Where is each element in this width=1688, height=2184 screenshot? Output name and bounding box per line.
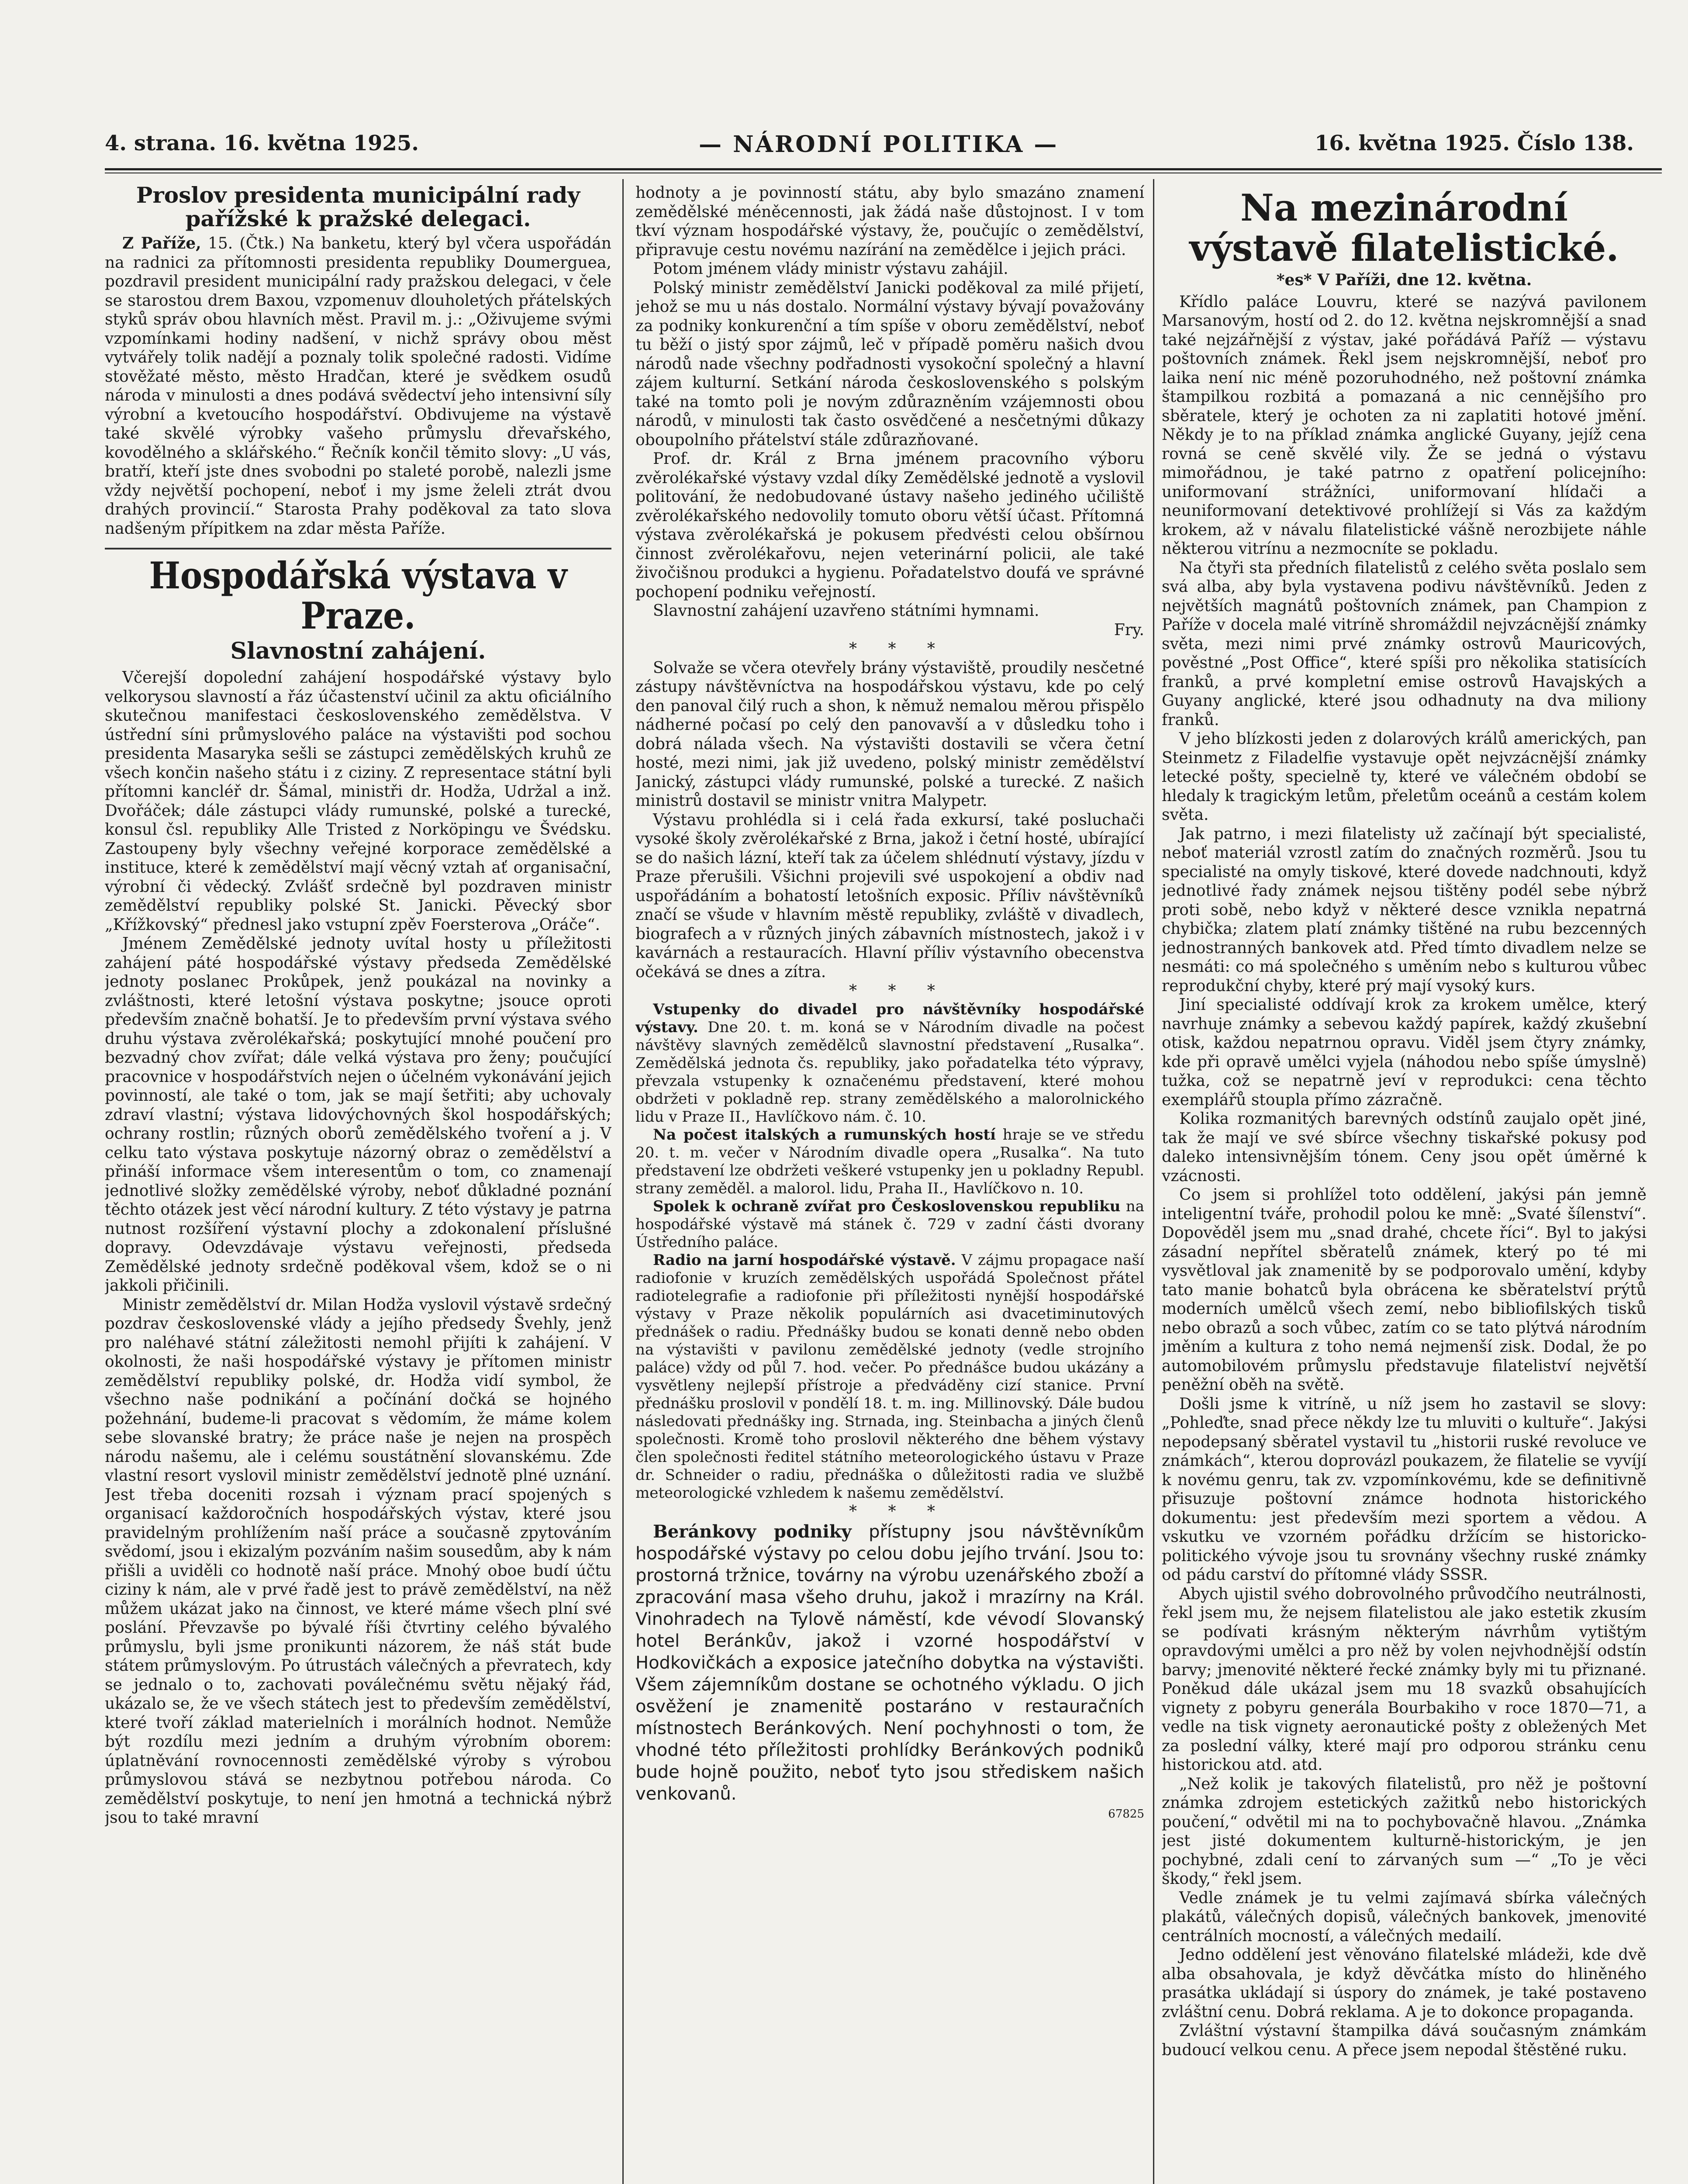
article-title: Hospodářská výstava v Praze.: [149, 554, 567, 637]
article-paragraph: Jedno oddělení jest věnováno filatelské mládeži, kde dvě alba obsahovala, je když děvčátka místo do hliněného prasátka ukládají si úspory do známek, je také postaveno zvláštní cenu. Dobrá reklama. A je to dokonce propaganda.: [1162, 1946, 1647, 2021]
advert-text: přístupny jsou návštěvníkům hospodářské výstavy po celou dobu jejího trvání. Jsou to: prostorná tržnice, továrny na výrobu uzenářského zboží a zpracování masa všeho druhu, jakož i mrazírny na Král. Vinohradech na Tylově náměstí, kde vévodí Slovanský hotel Beránkův, jakož i vzorné hospodářství v Hodkovičkách a exposice jatečního dobytka na výstavišti. Všem zájemníkům dostane se ochotného výkladu. O jich osvěžení je znamenitě postaráno v restauračních místnostech Beránkových. Není pochyhnosti o tom, že vhodné této příležitosti prohlídky Beránkových podniků bude hojně použito, neboť tyto jsou střediskem našich venkovanů.: [635, 1522, 1144, 1804]
masthead-date-left: 4. strana. 16. května 1925.: [105, 131, 419, 156]
section-stars: * * *: [849, 1502, 948, 1521]
notice-text: na hospodářské výstavě má stánek č. 729 v zadní části dvorany Ústředního paláce.: [635, 1197, 1144, 1251]
column-2: [635, 183, 1144, 2184]
column-divider: [1153, 179, 1154, 2184]
article-paragraph: Došli jsme k vitríně, u níž jsem ho zastavil se slovy: „Pohleďte, snad přece někdy lze tu mluviti o kultuře“. Jakýsi nepodepsaný sběratel vystavil tu „historii ruské revoluce ve známkách“, kterou doprovázl poukazem, že filatelie se vyvíjí k novému genru, tak zv. vzpomínkovému, kde se definitivně přisuzuje poštovní známce hodnota historického dokumentu: jest především mezi sportem a vědou. A vskutku ve vzorném pořádku držícím se historicko-politického vývoje jsou tu srovnány všechny ruské známky od pádu carství do přítomné vlády SSSR.: [1162, 1395, 1647, 1584]
article-paragraph: Slavnostní zahájení uzavřeno státními hymnami.: [653, 602, 1039, 620]
masthead-date-right: 16. května 1925. Číslo 138.: [1315, 131, 1634, 156]
article-paragraph: hodnoty a je povinností státu, aby bylo smazáno znamení zemědělské méněcennosti, jak žádá naše důstojnost. I v tom tkví význam hospodářské výstavy, že, poučujíc o zemědělství, připravuje cestu novému nazírání na zemědělce i jejich práci.: [635, 184, 1144, 259]
notice-heading: Spolek k ochraně zvířat pro Československou republiku: [653, 1197, 1121, 1215]
masthead: [0, 131, 1688, 162]
article-paragraph: Včerejší dopolední zahájení hospodářské výstavy bylo velkorysou slavností a řáz účastenství učinil za aktu oficiálního skutečnou manifestaci československého zemědělstva. V ústřední síni průmyslového paláce na výstavišti pod sochou presidenta Masaryka sešli se zástupci zemědělských kruhů ze všech končin našeho státu i z ciziny. Z representace státní byli přítomni kancléř dr. Šámal, ministři dr. Hodža, Udržal a inž. Dvořáček; dále zástupci vlády rumunské, polské a turecké, konsul čsl. republiky Alle Tristed z Norköpingu ve Švédsku. Zastoupeny byly všechny veřejné korporace zemědělské a instituce, které k zemědělství mají věcný vztah ať organisační, výrobní či vědecký. Zvlášť srdečně byl pozdraven ministr zemědělství republiky polské St. Janicki. Pěvecký sbor „Křížkovský“ přednesl jako vstupní zpěv Foersterova „Oráče“.: [105, 669, 611, 934]
article-paragraph: 15. (Čtk.) Na banketu, který byl včera uspořádán na radnici za přítomnosti presidenta republiky Doumerguea, pozdravil president municipální rady pražskou delegaci, v čele se starostou drem Baxou, vzpomenuv dlouholetých přátelských styků správ obou hlavních měst. Pravil m. j.: „Oživujeme svými vzpomínkami hodiny nadšení, v nichž správy obou měst vytvářely tolik nadějí a poznaly tolik společné radosti. Vidíme stověžaté město, město Hradčan, které je svědkem osudů národa v minulosti a dnes podává svědectví jeho intensivní síly výrobní a kvetoucího hospodářství. Obdivujeme na výstavě také skvělé výrobky vašeho průmyslu dřevařského, kovodělného a sklářského.“ Řečník končil těmito slovy: „U vás, bratří, kteří jste dnes svobodni po staleté porobě, nalezli jsme vždy největší pochopení, neboť i my jsme želeli ztrát dvou drahých provincií.“ Starosta Prahy poděkoval za tato slova nadšeným přípitkem na zdar města Paříže.: [105, 235, 611, 538]
masthead-rule: [105, 168, 1662, 170]
article-paragraph: Co jsem si prohlížel toto oddělení, jakýsi pán jemně inteligentní tváře, prohodil polou ke mně: „Svaté šílenství“. Dopověděl jsem mu „snad drahé, chcete říci“. Byl to jakýsi zásadní nepřítel sběratelů známek, který po té mi vysvětloval jak znamenitě by se podporovalo umění, kdyby tato manie bohatců byla obrácena ke sběratelství prýtů moderních umělců všech zemí, nebo bibliofilských tisků nebo obrazů a soch vůbec, zatím co se tato plýtvá národním jměním a kultura z toho nemá nejmenší zisk. Dodal, že po automobilovém průmyslu představuje filateliství největší peněžní oběh na světě.: [1162, 1186, 1647, 1394]
article-title: Na mezinárodní výstavě filatelistické.: [1189, 186, 1619, 270]
article-paragraph: Ministr zemědělství dr. Milan Hodža vyslovil výstavě srdečný pozdrav československé vlády a jejího předsedy Švehly, jenž pro naléhavé státní záležitosti nemohl přijíti k zahájení. V okolnosti, že naši hospodářské výstavy je přítomen ministr zemědělství republiky polské, dr. Hodža vidí symbol, že všechno naše podnikání a počínání dočká se hojného požehnání, budeme-li pracovat s vědomím, že máme kolem sebe slovanské bratry; že práce naše je nejen na prospěch národu našemu, ale i celému soustátnění slovanskému. Zde vlastní resort vyslovil ministr zemědělství jednotě plné uznání. Jest třeba doceniti rozsah i význam prací spojených s organisací každoročních hospodářských výstav, které jsou pravidelným prohlížením naší práce a současně zpytováním svědomí, jsou i ekizalým pozváním našim sousedům, aby k nám přišli a uviděli co hodnotě naší práce. Mnohý oboe budí účtu ciziny k nám, ale v prvé řadě jest to právě zemědělství, na něž můžem ukázat jako na činnost, ve které máme všech plní své poslání. Převzavše po bývalé říši čtvrtiny celého bývalého průmyslu, byli jsme pronikunti názorem, že náš stát bude státem průmyslovým. Po útrustách válečných a převratech, kdy se jednalo o to, zachovati poválečnému světu nějaký řád, ukázalo se, že ve všech státech jest to především zemědělství, které tvoří základ materielních i morálních hodnot. Nemůže být rozdílu mezi jedním a druhým výrobním oborem: úplatněvání rovnocennosti zemědělské výroby s výrobou průmyslovou stává se nezbytnou potřebou národa. Co zemědělství poskytuje, to není jen hmotná a technická nýbrž jsou to také mravní: [105, 1296, 611, 1827]
article-paragraph: Výstavu prohlédla si i celá řada exkursí, také posluchači vysoké školy zvěrolékařské z Brna, jakož i četní hosté, ubírající se do našich lázní, kteří tak za účelem shlédnutí výstavy, jízdu v Praze přerušili. Všichni projevili své uspokojení a obdiv nad uspořádáním a bohatostí letošních exposic. Příliv návštěvníků značí se všude v hlavním městě republiky, zvláště v divadlech, biografech a v různých jiných zábavních místnostech, jakož i v kavárnách a restauracích. Hlavní příliv výstavního obecenstva očekává se dnes a zítra.: [635, 811, 1144, 981]
article-paragraph: Kolika rozmanitých barevných odstínů zaujalo opět jiné, tak že mají ve své sbírce všechny tiskařské pokusy pod daleko intensivnějším tónem. Ceny jsou opět úměrné k vzácnosti.: [1162, 1110, 1647, 1185]
article-paragraph: Jménem Zemědělské jednoty uvítal hosty u příležitosti zahájení páté hospodářské výstavy předseda Zemědělské jednoty poslanec Prokůpek, jenž poukázal na novinky a zvláštnosti, které letošní výstava poskytne; jsouce oproti především značně bohatší. Je to především první výstava svého druhu výstava zvěrolékařská; poskytující mnohé poučení pro bezvadný chov zvířat; dále velká výstava pro ženy; poučující pracovnice v hospodářstvích nejen o účelném vykonávání jejich povinností, ale také o tom, jak se mají šetřiti; aby uchovaly zdraví vlastní; výstava lidovýchovných škol hospodářských; ochrany rostlin; různých oborů zemědělského tvoření a j. V celku tato výstava poskytuje názorný obraz o zemědělství a přináší informace všem interesentům o tom, co znamenají jednotlivé složky zemědělské výroby, neboť důkladné poznání těchto otázek jest věcí národní kultury. Z této výstavy je patrna nutnost rozšíření výstavní plochy a zdokonalení příslušné dopravy. Odevzdávaje výstavu veřejnosti, předseda Zemědělské jednoty srdečně poděkoval všem, kdož se o ni jakkoli přičinili.: [105, 935, 611, 1295]
column-1: [105, 183, 611, 2184]
article-paragraph: Křídlo paláce Louvru, které se nazývá pavilonem Marsanovým, hostí od 2. do 12. května nejskromnější a snad také nejzářnější z výstav, jaké pořádává Paříž — výstavu poštovních známek. Řekl jsem nejskromnější, neboť pro laika není nic méně pozoruhodného, než poštovní známka štampilkou rozbitá a pomazaná a nic cennějšího pro sběratele, který je ochoten za ni zaplatiti hotové jmění. Někdy je to na příklad známka anglické Guyany, jejíž cena rovná se ceně skvělé vily. Že se jedná o výstavu mimořádnou, je také patrno z opatření policejního: uniformovaní strážníci, uniformovaní hlídači a neuniformovaní detektivové prohlížejí si Vás za každým krokem, až v návalu filatelistické vášně nerozbijete náhle některou vitrínu a nezmocníte se pokladu.: [1162, 293, 1647, 558]
article-paragraph: Prof. dr. Král z Brna jménem pracovního výboru zvěrolékařské výstavy vzdal díky Zemědělské jednotě a vyslovil politování, že nedobudované ústavy našeho jediného učiliště zvěrolékařského nedovolily tomuto oboru větší účast. Přítomná výstava zvěrolékařská je pokusem předvésti celou obšírnou činnost zvěrolékařovu, nejen veterinární policii, ale také živočišnou produkci a hygienu. Pořadatelstvo doufá ve správné pochopení podniku veřejností.: [635, 450, 1144, 601]
byline: *es* V Paříži, dne 12. května.: [1276, 271, 1532, 289]
article-paragraph: Zvláštní výstavní štampilka dává současným známkám budoucí velkou cenu. A přece jsem nepodal štěstěné ruku.: [1162, 2022, 1647, 2059]
masthead-title: — NÁRODNÍ POLITIKA —: [699, 131, 1059, 158]
separator: [105, 548, 611, 549]
signature: Fry.: [1114, 621, 1144, 639]
article-subtitle: Slavnostní zahájení.: [230, 638, 486, 664]
notice-text: hraje se ve středu 20. t. m. večer v Národním divadle opera „Rusalka“. Na tuto představení lze obdržeti veškeré vstupenky jen u pokladny Republ. strany zeměděl. a malorol. lidu, Praha II., Havlíčkovo n. 10.: [635, 1126, 1144, 1197]
notice-heading: Vstupenky do divadel pro návštěvníky hospodářské výstavy.: [635, 1000, 1144, 1036]
article-paragraph: Vedle známek je tu velmi zajímavá sbírka válečných plakátů, válečných dopisů, válečných bankovek, jmenovité centrálních mocností, a válečných medailí.: [1162, 1889, 1647, 1945]
column-divider: [622, 179, 624, 2184]
section-stars: * * *: [849, 982, 948, 1000]
article-paragraph: Solvaže se včera otevřely brány výstaviště, proudily nesčetné zástupy návštěvníctva na hospodářskou výstavu, kde po celý den panoval čilý ruch a shon, k němuž nemalou měrou přispělo nádherné počasí po celý den panovavší a v důsledku toho i dobrá nálada všech. Na výstavišti dostavili se včera četní hosté, mezi nimi, jak již uvedeno, polský ministr zemědělství Janický, zástupci vlády rumunské, polské a turecké. Z našich ministrů dostavil se ministr vnitra Malypetr.: [635, 659, 1144, 810]
section-stars: * * *: [849, 640, 948, 658]
article-paragraph: Abych ujistil svého dobrovolného průvodčího neutrálnosti, řekl jsem mu, že nejsem filatelistou ale jako estetik zkusím se podívati krásným některým návrhům vytištým opravdovými umělci a pro něž by volen nejvhodnější odstín barvy; jmenovité některé řecké známky byly mi tu přiznané. Poněkud dále ukázal jsem mu 18 svazků obsahujících vignety z pobyru generála Bourbakiho v roce 1870—71, a vedle na tisk vignety aeronautické pošty z obležených Met za poslední války, které mají pro odporou stránku cenu historickou atd. atd.: [1162, 1585, 1647, 1774]
notice-heading: Radio na jarní hospodářské výstavě.: [653, 1251, 956, 1269]
dateline: Z Paříže,: [122, 234, 201, 252]
article-paragraph: „Než kolik je takových filatelistů, pro něž je poštovní známka zdrojem estetických zažitků nebo historických poučení,“ odvětil mi na to pochybovačně hlavou. „Známka jest jisté dokumentem kulturně-historickým, je jen pochybné, zdali cení to zárvaných sum —“ „To je věci škody,“ řekl jsem.: [1162, 1775, 1647, 1888]
advert-number: 67825: [1108, 1807, 1144, 1821]
column-3: [1162, 183, 1647, 2184]
article-paragraph: Polský ministr zemědělství Janicki poděkoval za milé přijetí, jehož se mu u nás dostalo. Normální výstavy bývají považovány za podniky konkurenční a tím spíše v oboru zemědělství, neboť tu běží o jistý spor zájmů, leč v případě poměru našich dvou národů nade všechny podřadnosti vysokoční společný a hlavní zájem kulturní. Setkání národa československého s polským také na tomto poli je novým zdůrazněním vzájemnosti obou národů, v minulosti tak často osvědčené a nesčetnými důkazy oboupolního přátelství stále zdůrazňované.: [635, 279, 1144, 449]
notice-text: V zájmu propagace naší radiofonie v kruzích zemědělských uspořádá Společnost přátel radiotelegrafie a radiofonie při příležitosti nynější hospodářské výstavy v Praze několik populárních asi dvacetiminutových přednášek o radiu. Přednášky budou se konati denně nebo obden na výstavišti v pavilonu zemědělské jednoty (vedle strojního paláce) vždy od půl 7. hod. večer. Po přednášce budou ukázány a vysvětleny nejlepší přístroje a předváděny cizí stanice. První přednášku proslovil v pondělí 18. t. m. ing. Millinovský. Dále budou následovati přednášky ing. Strnada, ing. Steinbacha a jiných členů společnosti. Kromě toho proslovil některého dne během výstavy člen společnosti ředitel státního meteorologického ústavu v Praze dr. Schneider o radiu, přednáška o důležitosti radia ve službě meteorologické vzhledem k našemu zemědělství.: [635, 1251, 1144, 1502]
advert-heading: Beránkovy podniky: [653, 1521, 852, 1542]
article-title: Proslov presidenta municipální rady pařížské k pražské delegaci.: [136, 183, 580, 232]
notice-heading: Na počest italských a rumunských hostí: [653, 1126, 996, 1144]
article-paragraph: V jeho blízkosti jeden z dolarových králů amerických, pan Steinmetz z Filadelfie vystavuje opět nejvzácnější známky letecké pošty, specielně ty, které ve válečném období se hledaly k tragickým letům, přeletům oceánů a cestám kolem světa.: [1162, 730, 1647, 824]
article-paragraph: Potom jménem vlády ministr výstavu zahájil.: [653, 260, 1008, 278]
article-paragraph: Jak patrno, i mezi filatelisty už začínají být specialisté, neboť materiál vzrostl zatím do značných rozměrů. Jsou tu specialisté na omyly tiskové, které dovede nadchnouti, když jednotlivé řady známek nejsou tištěny podél sebe nýbrž proti sobě, nebo když v některé desce vznikla nepatrná chybička; zlatem platí známky tištěné na rubu bezcenných jednostranných bankovek atd. Před tímto divadlem nelze se nesmáti: co má společného s uměním nebo s kulturou vůbec reprodukční chyby, které prý mají vysoký kurs.: [1162, 825, 1647, 995]
article-paragraph: Jiní specialisté oddívají krok za krokem umělce, který navrhuje známky a sebevou každý papírek, každý zkušební otisk, každou nepatrnou opravu. Viděl jsem čtyry známky, kde při opravě umělci vyjela (náhodou nebo spíše úmyslně) tužka, což se nepatrně jeví v reprodukci: cena těchto exemplářů stoupla přímo zázračně.: [1162, 996, 1647, 1109]
notice-text: Dne 20. t. m. koná se v Národním divadle na počest návštěvy slavných zemědělců slavnostní představení „Rusalka“. Zemědělská jednota čs. republiky, jako pořadatelka této výpravy, převzala vstupenky k označenému představení, které mohou obdržeti v pokladně rep. strany zemědělského a malorolnického lidu v Praze II., Havlíčkovo nám. č. 10.: [635, 1018, 1144, 1126]
article-paragraph: Na čtyři sta předních filatelistů z celého světa poslalo sem svá alba, aby byla vystavena podivu návštěvníků. Jeden z největších magnátů poštovních známek, pan Champion z Paříže v docela malé vitríně shromáždil nejvzácnější známky světa, mezi nimi prvé známky ostrovů Mauricových, pověstné „Post Office“, které spíši pro několika statisících franků, a prvé kompletní emise ostrovů Havajských a Guyany anglické, které jsou odhadnuty na dva miliony franků.: [1162, 559, 1647, 729]
